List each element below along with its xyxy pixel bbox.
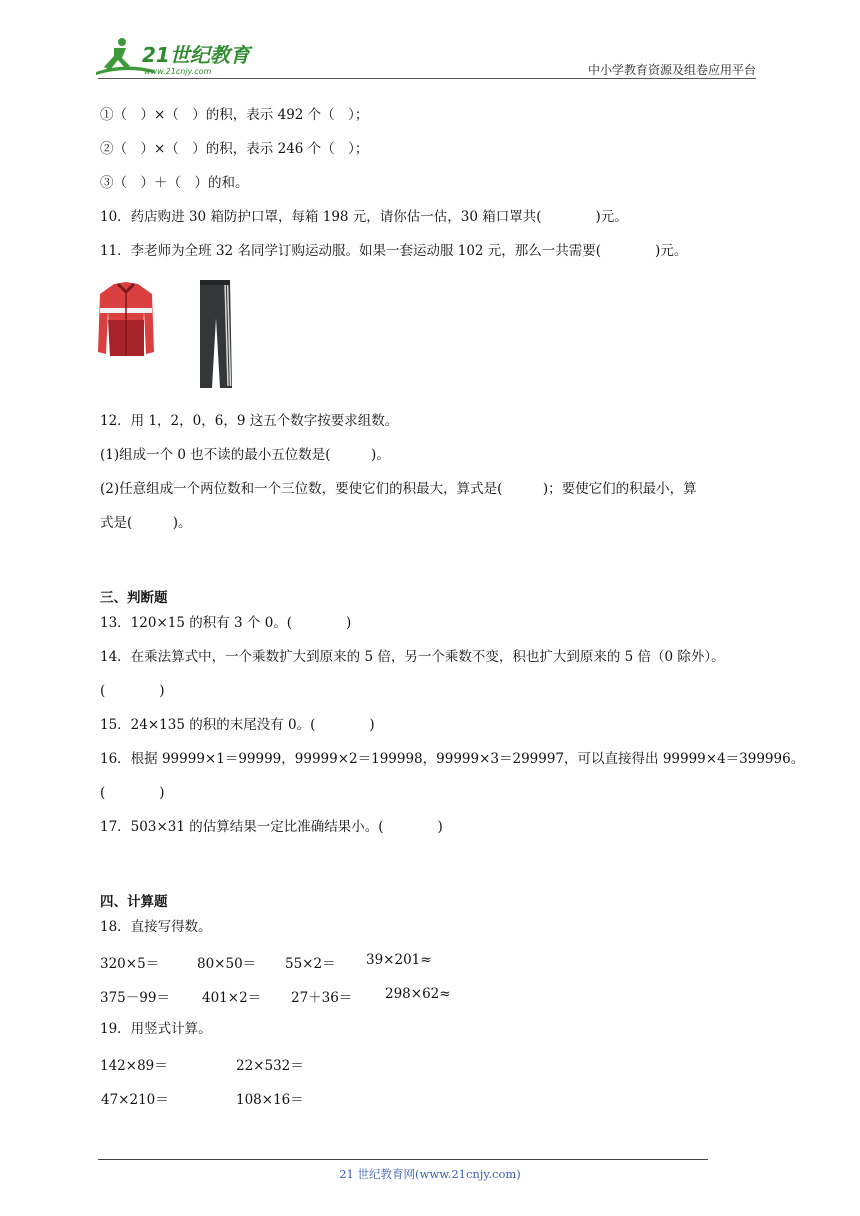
- q17: 17．503×31 的估算结果一定比准确结果小。( ): [100, 819, 443, 835]
- q14: 14．在乘法算式中，一个乘数扩大到原来的 5 倍，另一个乘数不变，积也扩大到原来的 5 倍（0 除外）。: [100, 649, 725, 665]
- footer-divider: [98, 1159, 708, 1160]
- q9-item-3: ③（ ）＋（ ）的和。: [100, 175, 249, 191]
- q12-part-1: (1)组成一个 0 也不读的最小五位数是( )。: [100, 447, 390, 463]
- q18: 18．直接写得数。: [100, 919, 212, 935]
- vertical-item: 22×532＝: [236, 1058, 304, 1074]
- mental-item: 27＋36＝: [291, 990, 353, 1006]
- section-judge-title: 三、判断题: [100, 590, 168, 606]
- q19: 19．用竖式计算。: [100, 1021, 212, 1037]
- mental-item: 80×50＝: [197, 956, 257, 972]
- sports-jacket-image: [96, 280, 156, 358]
- platform-name: 中小学教育资源及组卷应用平台: [587, 63, 756, 77]
- vertical-item: 142×89＝: [100, 1058, 168, 1074]
- mental-item: 401×2＝: [202, 990, 262, 1006]
- q13: 13．120×15 的积有 3 个 0。( ): [100, 615, 352, 631]
- vertical-item: 47×210＝: [101, 1092, 169, 1108]
- footer-text: 21 世纪教育网(www.21cnjy.com): [339, 1167, 521, 1181]
- q12-part-2: (2)任意组成一个两位数和一个三位数，要使它们的积最大，算式是( )；要使它们的积最小，算: [100, 481, 697, 497]
- q15: 15．24×135 的积的末尾没有 0。( ): [100, 717, 375, 733]
- mental-item: 39×201≈: [366, 952, 432, 968]
- q11: 11．李老师为全班 32 名同学订购运动服。如果一套运动服 102 元，那么一共需要( )元。: [100, 243, 688, 259]
- q9-item-2: ②（ ）×（ ）的积，表示 246 个（ ）；: [100, 141, 369, 157]
- header-divider: [98, 78, 756, 79]
- q12-part-2-cont: 式是( )。: [100, 515, 192, 531]
- section-calc-title: 四、计算题: [100, 894, 168, 910]
- mental-item: 298×62≈: [385, 986, 451, 1002]
- q10: 10．药店购进 30 箱防护口罩，每箱 198 元，请你估一估，30 箱口罩共( )元。: [100, 209, 628, 225]
- site-logo: [94, 36, 264, 78]
- mental-item: 55×2＝: [285, 956, 336, 972]
- sports-pants-image: [196, 278, 234, 390]
- q16: 16．根据 99999×1＝99999，99999×2＝199998，99999×3＝299997，可以直接得出 99999×4＝399996。: [100, 751, 805, 767]
- mental-item: 320×5＝: [100, 956, 160, 972]
- q16-answer: ( ): [100, 785, 165, 801]
- mental-item: 375－99＝: [100, 990, 170, 1006]
- q9-item-1: ①（ ）×（ ）的积，表示 492 个（ ）；: [100, 107, 369, 123]
- vertical-item: 108×16＝: [236, 1092, 304, 1108]
- q12: 12．用 1，2，0，6，9 这五个数字按要求组数。: [100, 413, 399, 429]
- svg-text:www.21cnjy.com: www.21cnjy.com: [144, 67, 212, 76]
- q14-answer: ( ): [100, 683, 165, 699]
- svg-text:21世纪教育: 21世纪教育: [142, 43, 250, 67]
